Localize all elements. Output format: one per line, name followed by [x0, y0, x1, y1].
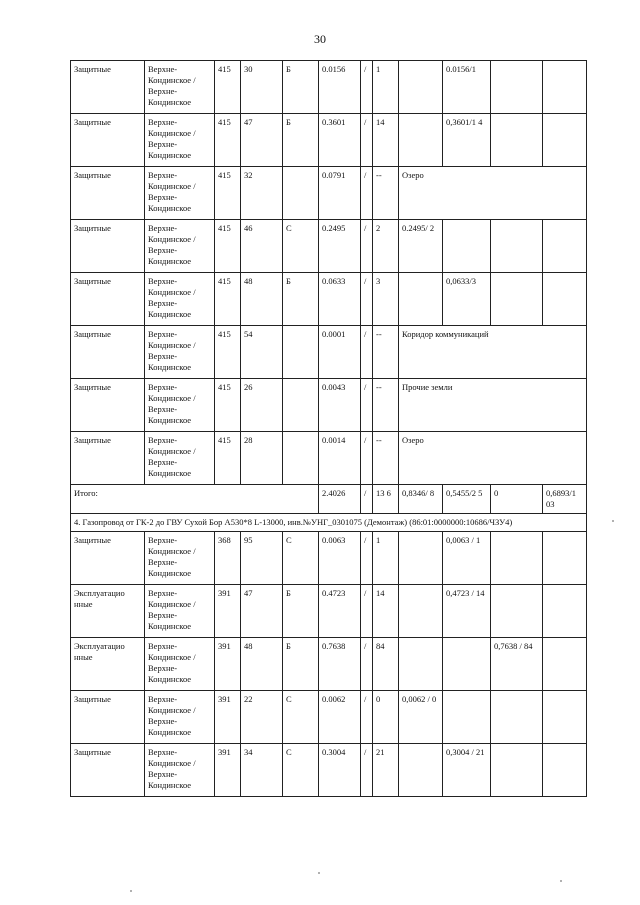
area-cell: 0.4723 [319, 585, 361, 638]
table-row [71, 432, 587, 485]
value-cell-1: 0.2495/ 2 [399, 220, 443, 273]
total-slash: / [361, 485, 373, 514]
quarter-cell: 415 [215, 326, 241, 379]
count-cell: -- [373, 379, 399, 432]
count-cell: 1 [373, 61, 399, 114]
value-cell-3 [491, 691, 543, 744]
value-cell-2: 0.0156/1 [443, 61, 491, 114]
value-cell-1: 0,0062 / 0 [399, 691, 443, 744]
table-row [71, 61, 587, 114]
quarter-cell: 415 [215, 114, 241, 167]
value-cell-2: 0,0063 / 1 [443, 532, 491, 585]
total-value-2: 0,5455/2 5 [443, 485, 491, 514]
plot-cell: 22 [241, 691, 283, 744]
count-cell: -- [373, 167, 399, 220]
total-value-4: 0,6893/1 03 [543, 485, 587, 514]
category-cell: Защитные [71, 691, 145, 744]
note-cell: Озеро [399, 167, 587, 220]
area-cell: 0.0633 [319, 273, 361, 326]
value-cell-2 [443, 220, 491, 273]
forestry-cell: Верхне-Кондинское / Верхне-Кондинское [145, 379, 215, 432]
area-cell: 0.0043 [319, 379, 361, 432]
zone-cell: Б [283, 114, 319, 167]
value-cell-2 [443, 638, 491, 691]
total-count: 13 6 [373, 485, 399, 514]
plot-cell: 46 [241, 220, 283, 273]
value-cell-3 [491, 273, 543, 326]
slash-cell: / [361, 432, 373, 485]
zone-cell: Б [283, 273, 319, 326]
slash-cell: / [361, 273, 373, 326]
zone-cell [283, 167, 319, 220]
value-cell-3 [491, 744, 543, 797]
total-value-3: 0 [491, 485, 543, 514]
scan-speck [612, 520, 614, 522]
zone-cell: С [283, 744, 319, 797]
table-row [71, 691, 587, 744]
forestry-cell: Верхне-Кондинское / Верхне-Кондинское [145, 167, 215, 220]
zone-cell: С [283, 691, 319, 744]
forestry-cell: Верхне-Кондинское / Верхне-Кондинское [145, 61, 215, 114]
table-row [71, 532, 587, 585]
forestry-cell: Верхне-Кондинское / Верхне-Кондинское [145, 691, 215, 744]
note-cell: Коридор коммуникаций [399, 326, 587, 379]
forestry-cell: Верхне-Кондинское / Верхне-Кондинское [145, 638, 215, 691]
slash-cell: / [361, 220, 373, 273]
area-cell: 0.2495 [319, 220, 361, 273]
forestry-cell: Верхне-Кондинское / Верхне-Кондинское [145, 114, 215, 167]
table-row [71, 585, 587, 638]
value-cell-2: 0,0633/3 [443, 273, 491, 326]
plot-cell: 32 [241, 167, 283, 220]
total-label: Итого: [71, 485, 319, 514]
forestry-cell: Верхне-Кондинское / Верхне-Кондинское [145, 220, 215, 273]
value-cell-3 [491, 585, 543, 638]
plot-cell: 48 [241, 638, 283, 691]
table-row [71, 379, 587, 432]
slash-cell: / [361, 638, 373, 691]
slash-cell: / [361, 61, 373, 114]
quarter-cell: 368 [215, 532, 241, 585]
quarter-cell: 391 [215, 585, 241, 638]
count-cell: 14 [373, 585, 399, 638]
total-value-1: 0,8346/ 8 [399, 485, 443, 514]
value-cell-4 [543, 744, 587, 797]
page-number: 30 [314, 32, 326, 46]
quarter-cell: 391 [215, 691, 241, 744]
count-cell: 2 [373, 220, 399, 273]
note-cell: Озеро [399, 432, 587, 485]
count-cell: 14 [373, 114, 399, 167]
plot-cell: 54 [241, 326, 283, 379]
area-cell: 0.3601 [319, 114, 361, 167]
value-cell-1 [399, 744, 443, 797]
scan-speck [560, 880, 562, 882]
value-cell-1 [399, 114, 443, 167]
value-cell-3 [491, 532, 543, 585]
category-cell: Защитные [71, 744, 145, 797]
quarter-cell: 391 [215, 744, 241, 797]
value-cell-2: 0,3601/1 4 [443, 114, 491, 167]
plot-cell: 47 [241, 114, 283, 167]
scan-speck [318, 872, 320, 874]
value-cell-3 [491, 61, 543, 114]
zone-cell: Б [283, 638, 319, 691]
area-cell: 0.0063 [319, 532, 361, 585]
total-area: 2.4026 [319, 485, 361, 514]
zone-cell: Б [283, 61, 319, 114]
table-row [71, 744, 587, 797]
category-cell: Эксплуатацио нные [71, 585, 145, 638]
area-cell: 0.0156 [319, 61, 361, 114]
table-row [71, 114, 587, 167]
value-cell-4 [543, 532, 587, 585]
area-cell: 0.7638 [319, 638, 361, 691]
quarter-cell: 415 [215, 432, 241, 485]
count-cell: 21 [373, 744, 399, 797]
count-cell: 84 [373, 638, 399, 691]
category-cell: Защитные [71, 114, 145, 167]
area-cell: 0.0001 [319, 326, 361, 379]
zone-cell: Б [283, 585, 319, 638]
area-cell: 0.0014 [319, 432, 361, 485]
category-cell: Защитные [71, 379, 145, 432]
category-cell: Защитные [71, 432, 145, 485]
count-cell: 1 [373, 532, 399, 585]
category-cell: Защитные [71, 220, 145, 273]
zone-cell [283, 432, 319, 485]
value-cell-4 [543, 691, 587, 744]
slash-cell: / [361, 585, 373, 638]
value-cell-4 [543, 273, 587, 326]
slash-cell: / [361, 167, 373, 220]
value-cell-3: 0,7638 / 84 [491, 638, 543, 691]
table-row [71, 273, 587, 326]
forest-plot-table [70, 60, 587, 797]
scan-speck [130, 890, 132, 892]
zone-cell: С [283, 532, 319, 585]
value-cell-1 [399, 61, 443, 114]
zone-cell: С [283, 220, 319, 273]
value-cell-3 [491, 114, 543, 167]
plot-cell: 28 [241, 432, 283, 485]
category-cell: Защитные [71, 273, 145, 326]
value-cell-4 [543, 638, 587, 691]
plot-cell: 47 [241, 585, 283, 638]
forestry-cell: Верхне-Кондинское / Верхне-Кондинское [145, 744, 215, 797]
value-cell-1 [399, 273, 443, 326]
slash-cell: / [361, 744, 373, 797]
quarter-cell: 415 [215, 220, 241, 273]
category-cell: Защитные [71, 326, 145, 379]
zone-cell [283, 379, 319, 432]
quarter-cell: 391 [215, 638, 241, 691]
slash-cell: / [361, 114, 373, 167]
plot-cell: 95 [241, 532, 283, 585]
forestry-cell: Верхне-Кондинское / Верхне-Кондинское [145, 585, 215, 638]
value-cell-1 [399, 638, 443, 691]
area-cell: 0.3004 [319, 744, 361, 797]
plot-cell: 48 [241, 273, 283, 326]
category-cell: Защитные [71, 532, 145, 585]
total-row [71, 485, 587, 514]
slash-cell: / [361, 326, 373, 379]
slash-cell: / [361, 379, 373, 432]
note-cell: Прочие земли [399, 379, 587, 432]
value-cell-4 [543, 61, 587, 114]
value-cell-3 [491, 220, 543, 273]
quarter-cell: 415 [215, 273, 241, 326]
table-row [71, 167, 587, 220]
value-cell-4 [543, 585, 587, 638]
count-cell: -- [373, 326, 399, 379]
section-header-row [71, 514, 587, 532]
quarter-cell: 415 [215, 379, 241, 432]
value-cell-2: 0,4723 / 14 [443, 585, 491, 638]
area-cell: 0.0062 [319, 691, 361, 744]
value-cell-2 [443, 691, 491, 744]
value-cell-4 [543, 220, 587, 273]
plot-cell: 26 [241, 379, 283, 432]
count-cell: 3 [373, 273, 399, 326]
section-header: 4. Газопровод от ГК-2 до ГВУ Сухой Бор А530*8 L-13000, инв.№УНГ_0301075 (Демонтаж) (86:01:0000000:10686/ЧЗУ4) [71, 514, 587, 532]
table-row [71, 326, 587, 379]
plot-cell: 30 [241, 61, 283, 114]
value-cell-2: 0,3004 / 21 [443, 744, 491, 797]
value-cell-1 [399, 532, 443, 585]
slash-cell: / [361, 691, 373, 744]
zone-cell [283, 326, 319, 379]
table-row [71, 638, 587, 691]
table-row [71, 220, 587, 273]
forestry-cell: Верхне-Кондинское / Верхне-Кондинское [145, 432, 215, 485]
plot-cell: 34 [241, 744, 283, 797]
quarter-cell: 415 [215, 61, 241, 114]
value-cell-4 [543, 114, 587, 167]
count-cell: -- [373, 432, 399, 485]
slash-cell: / [361, 532, 373, 585]
category-cell: Эксплуатацио нные [71, 638, 145, 691]
forestry-cell: Верхне-Кондинское / Верхне-Кондинское [145, 273, 215, 326]
count-cell: 0 [373, 691, 399, 744]
forestry-cell: Верхне-Кондинское / Верхне-Кондинское [145, 532, 215, 585]
area-cell: 0.0791 [319, 167, 361, 220]
value-cell-1 [399, 585, 443, 638]
forestry-cell: Верхне-Кондинское / Верхне-Кондинское [145, 326, 215, 379]
category-cell: Защитные [71, 167, 145, 220]
category-cell: Защитные [71, 61, 145, 114]
quarter-cell: 415 [215, 167, 241, 220]
